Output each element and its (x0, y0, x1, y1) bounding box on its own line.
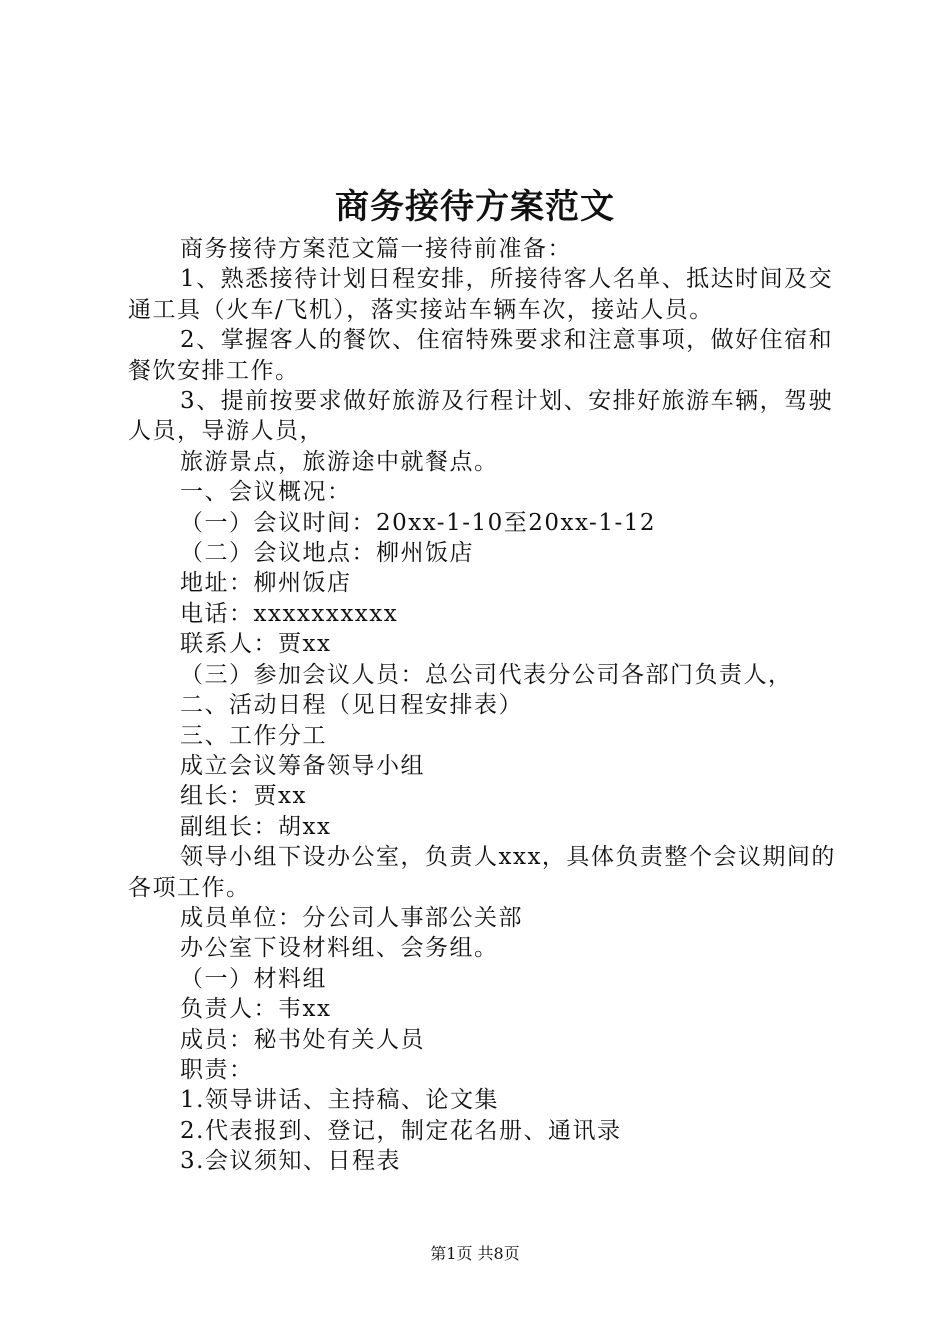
section-heading: 二、活动日程（见日程安排表） (180, 692, 523, 719)
section-heading: 一、会议概况： (180, 479, 352, 506)
paragraph: 职责： (180, 1056, 254, 1083)
page-footer: 第1页 共8页 (430, 1244, 520, 1263)
paragraph: （三）参加会议人员：总公司代表分公司各部门负责人， (180, 661, 793, 688)
paragraph: 联系人：贾xx (180, 631, 332, 658)
paragraph: 1、熟悉接待计划日程安排，所接待客人名单、抵达时间及交通工具（火车/飞机），落实接站车辆车次，接站人员。 (128, 266, 834, 323)
paragraph: 3、提前按要求做好旅游及行程计划、安排好旅游车辆，驾驶人员，导游人员， (128, 388, 834, 445)
section-heading: 三、工作分工 (180, 722, 327, 749)
paragraph: 商务接待方案范文篇一接待前准备： (180, 236, 572, 262)
paragraph: 副组长：胡xx (180, 813, 332, 840)
paragraph: 旅游景点，旅游途中就餐点。 (180, 448, 499, 475)
paragraph: 地址：柳州饭店 (180, 570, 352, 597)
document-body (128, 234, 838, 1177)
paragraph: 2、掌握客人的餐饮、住宿特殊要求和注意事项，做好住宿和餐饮安排工作。 (128, 327, 834, 384)
list-item: 1.领导讲话、主持稿、论文集 (180, 1087, 499, 1114)
paragraph: （一）材料组 (180, 965, 327, 992)
list-item: 2.代表报到、登记，制定花名册、通讯录 (180, 1117, 622, 1144)
paragraph: （一）会议时间：20xx-1-10至20xx-1-12 (180, 509, 656, 536)
paragraph: 成员单位：分公司人事部公关部 (180, 904, 523, 931)
paragraph: 办公室下设材料组、会务组。 (180, 935, 499, 962)
paragraph: （二）会议地点：柳州饭店 (180, 540, 474, 567)
list-item: 3.会议须知、日程表 (180, 1148, 401, 1175)
paragraph: 成员：秘书处有关人员 (180, 1026, 425, 1053)
paragraph: 领导小组下设办公室，负责人xxx，具体负责整个会议期间的各项工作。 (128, 844, 836, 901)
paragraph: 组长：贾xx (180, 783, 307, 810)
paragraph: 负责人：韦xx (180, 996, 332, 1023)
paragraph: 成立会议筹备领导小组 (180, 752, 425, 779)
paragraph: 电话：xxxxxxxxxx (180, 600, 399, 627)
document-title: 商务接待方案范文 (335, 187, 615, 227)
